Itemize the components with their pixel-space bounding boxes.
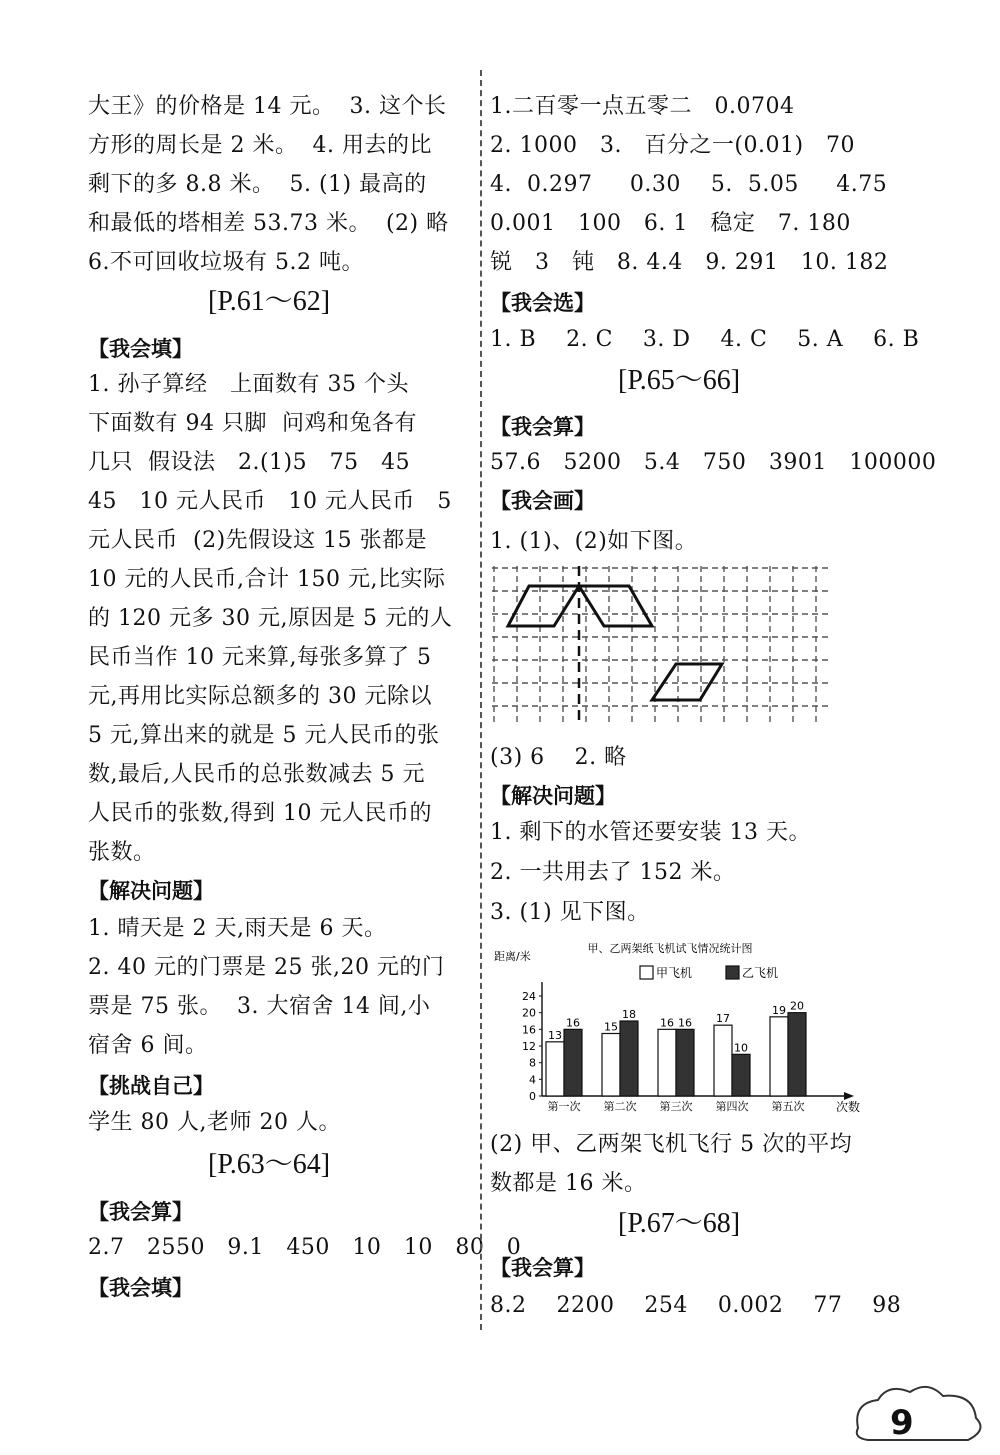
- section-heading: 【我会选】: [490, 291, 595, 315]
- bar-value-label: 16: [566, 1016, 580, 1030]
- text-line: 8.2 2200 254 0.002 77 98: [490, 1293, 902, 1318]
- bar-value-label: 10: [734, 1041, 748, 1055]
- y-axis-label: 距离/米: [494, 950, 531, 963]
- text-line: 宿舍 6 间。: [88, 1033, 208, 1058]
- chart-plot-area: [522, 982, 854, 1113]
- x-tick-label: 第四次: [715, 1100, 749, 1113]
- section-heading: 【挑战自己】: [88, 1074, 214, 1098]
- legend-swatch-jia: [640, 966, 653, 979]
- y-tick-label: 12: [522, 1040, 536, 1053]
- text-line: 方形的周长是 2 米。 4. 用去的比: [88, 133, 432, 158]
- bar-yi: [676, 1029, 694, 1096]
- text-line: 1. (1)、(2)如下图。: [490, 529, 698, 554]
- section-heading: 【解决问题】: [88, 879, 214, 903]
- text-line: 和最低的塔相差 53.73 米。 (2) 略: [88, 211, 449, 236]
- page-range-heading: [P.67～68]: [618, 1208, 741, 1239]
- bar-chart: [490, 936, 880, 1122]
- page-number-badge: [848, 1378, 998, 1448]
- text-line: 张数。: [88, 840, 156, 865]
- bar-value-label: 15: [604, 1020, 618, 1034]
- text-line: 学生 80 人,老师 20 人。: [88, 1110, 341, 1135]
- bar-value-label: 19: [772, 1003, 786, 1017]
- legend-label-jia: 甲飞机: [656, 966, 693, 980]
- bar-jia: [770, 1017, 788, 1096]
- x-tick-label: 第二次: [603, 1100, 637, 1113]
- x-axis-label: 次数: [836, 1100, 861, 1114]
- bar-value-label: 13: [548, 1028, 562, 1042]
- text-line: 1. B 2. C 3. D 4. C 5. A 6. B: [490, 327, 920, 352]
- text-line: 57.6 5200 5.4 750 3901 100000: [490, 450, 937, 475]
- bar-jia: [714, 1025, 732, 1096]
- text-line: 2.7 2550 9.1 450 10 10 80 0: [88, 1235, 522, 1260]
- x-tick-label: 第一次: [547, 1100, 581, 1113]
- bar-value-label: 16: [660, 1016, 674, 1030]
- text-line: 人民币的张数,得到 10 元人民币的: [88, 801, 432, 826]
- text-line: 5 元,算出来的就是 5 元人民币的张: [88, 723, 440, 748]
- section-heading: 【我会画】: [490, 489, 595, 513]
- x-tick-label: 第三次: [659, 1100, 693, 1113]
- page-range-heading: [P.65～66]: [618, 365, 741, 396]
- grid-drawing: [492, 566, 832, 726]
- grid-lines: [492, 566, 832, 726]
- legend-label-yi: 乙飞机: [742, 966, 779, 980]
- text-line: 0.001 100 6. 1 稳定 7. 180: [490, 211, 851, 236]
- page-range-heading: [P.63～64]: [208, 1149, 331, 1180]
- legend-swatch-yi: [726, 966, 739, 979]
- bar-yi: [732, 1054, 750, 1096]
- text-line: 下面数有 94 只脚 问鸡和兔各有: [88, 411, 417, 436]
- section-heading: 【我会填】: [88, 337, 193, 361]
- bar-jia: [546, 1042, 564, 1096]
- text-line: 数都是 16 米。: [490, 1171, 647, 1196]
- x-tick-label: 第五次: [771, 1100, 805, 1113]
- text-line: 3. (1) 见下图。: [490, 900, 650, 925]
- bar-value-label: 17: [716, 1012, 730, 1026]
- section-heading: 【我会算】: [490, 1256, 595, 1280]
- text-line: 2. 40 元的门票是 25 张,20 元的门: [88, 955, 445, 980]
- text-line: 锐 3 钝 8. 4.4 9. 291 10. 182: [490, 250, 889, 275]
- y-tick-label: 4: [529, 1073, 536, 1087]
- section-heading: 【解决问题】: [490, 784, 616, 808]
- bar-value-label: 18: [622, 1008, 636, 1021]
- text-line: 6.不可回收垃圾有 5.2 吨。: [88, 250, 364, 275]
- bar-yi: [620, 1021, 638, 1096]
- text-line: 元,再用比实际总额多的 30 元除以: [88, 684, 432, 709]
- right-trapezoid: [579, 586, 652, 626]
- page-number: 9: [890, 1403, 914, 1443]
- parallelogram: [652, 664, 722, 700]
- chart-title: 甲、乙两架纸飞机试飞情况统计图: [587, 942, 753, 955]
- y-tick-label: 20: [522, 1006, 536, 1020]
- section-heading: 【我会算】: [490, 415, 595, 439]
- text-line: 1. 孙子算经 上面数有 35 个头: [88, 372, 409, 397]
- section-heading: 【我会填】: [88, 1276, 193, 1300]
- x-axis-arrow: [844, 1092, 854, 1100]
- text-line: 数,最后,人民币的总张数减去 5 元: [88, 762, 425, 787]
- bar-yi: [564, 1029, 582, 1096]
- text-line: 1. 晴天是 2 天,雨天是 6 天。: [88, 916, 387, 941]
- text-line: 1.二百零一点五零二 0.0704: [490, 94, 795, 119]
- y-tick-label: 16: [522, 1023, 536, 1037]
- bar-value-label: 20: [790, 999, 804, 1013]
- text-line: 元人民币 (2)先假设这 15 张都是: [88, 528, 428, 553]
- bar-value-label: 16: [678, 1016, 692, 1030]
- text-line: 民币当作 10 元来算,每张多算了 5: [88, 645, 432, 670]
- left-trapezoid: [508, 586, 579, 626]
- y-tick-label: 0: [529, 1090, 536, 1103]
- bar-jia: [658, 1029, 676, 1096]
- text-line: 1. 剩下的水管还要安装 13 天。: [490, 820, 811, 845]
- text-line: (3) 6 2. 略: [490, 745, 627, 770]
- text-line: 4. 0.297 0.30 5. 5.05 4.75: [490, 172, 888, 197]
- text-line: 几只 假设法 2.(1)5 75 45: [88, 450, 411, 475]
- bar-jia: [602, 1034, 620, 1097]
- text-line: 票是 75 张。 3. 大宿舍 14 间,小: [88, 994, 431, 1019]
- cloud-icon: [857, 1387, 981, 1440]
- y-tick-label: 8: [529, 1056, 536, 1070]
- text-line: 的 120 元多 30 元,原因是 5 元的人: [88, 606, 453, 631]
- text-line: 2. 1000 3. 百分之一(0.01) 70: [490, 133, 856, 158]
- page-range-heading: [P.61～62]: [208, 286, 331, 317]
- section-heading: 【我会算】: [88, 1200, 193, 1224]
- text-line: 2. 一共用去了 152 米。: [490, 860, 736, 885]
- text-line: (2) 甲、乙两架飞机飞行 5 次的平均: [490, 1132, 853, 1157]
- text-line: 剩下的多 8.8 米。 5. (1) 最高的: [88, 172, 427, 197]
- text-line: 45 10 元人民币 10 元人民币 5: [88, 489, 452, 514]
- text-line: 10 元的人民币,合计 150 元,比实际: [88, 567, 446, 592]
- column-divider: [480, 70, 482, 1330]
- bar-yi: [788, 1013, 806, 1096]
- y-tick-label: 24: [522, 990, 536, 1003]
- text-line: 大王》的价格是 14 元。 3. 这个长: [88, 94, 447, 119]
